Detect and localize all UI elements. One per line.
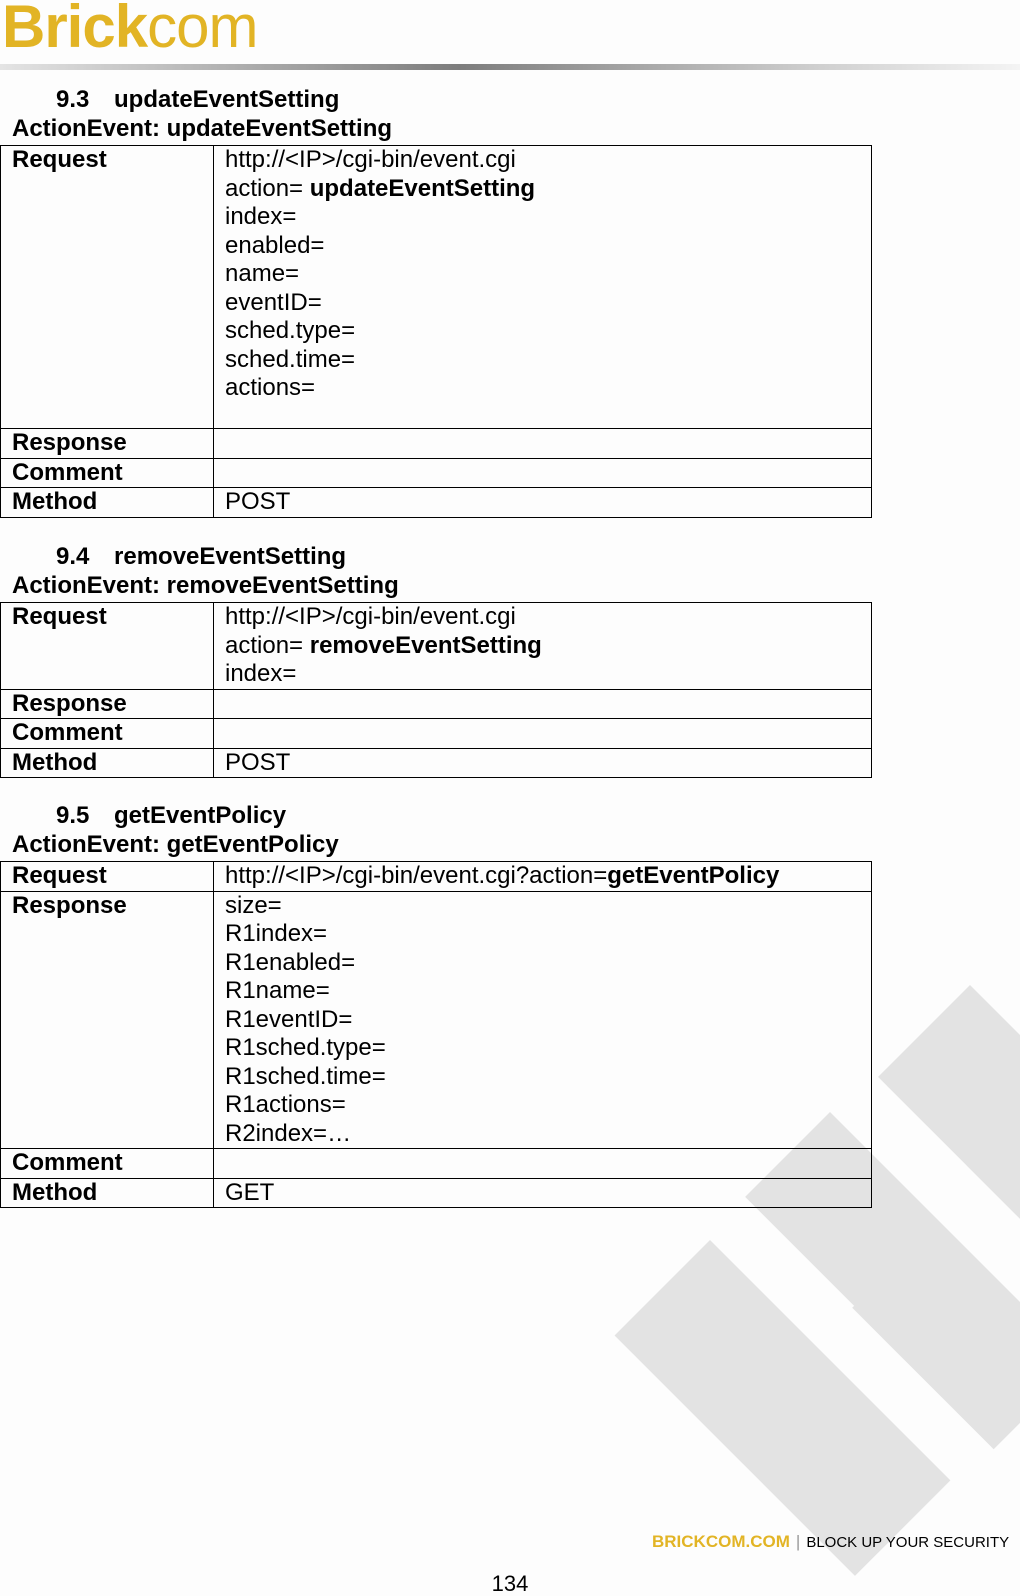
request-action-line: action= updateEventSetting bbox=[225, 174, 536, 202]
spec-table-update-event-setting bbox=[0, 145, 872, 518]
section-number: 9.4 bbox=[56, 543, 90, 570]
param-line: enabled= bbox=[225, 231, 325, 259]
brickcom-logo: Brickcom bbox=[2, 0, 258, 60]
param-line: R2index=… bbox=[225, 1119, 352, 1147]
section-subtitle-9-4: ActionEvent: removeEventSetting bbox=[12, 572, 399, 599]
request-action: removeEventSetting bbox=[309, 631, 542, 659]
table-row-method bbox=[1, 488, 872, 518]
method-value: POST bbox=[214, 488, 872, 518]
table-row-comment bbox=[1, 458, 872, 488]
param-line: R1eventID= bbox=[225, 1005, 353, 1033]
row-label: Method bbox=[1, 1178, 214, 1208]
param-line: index= bbox=[225, 660, 297, 687]
param-line: name= bbox=[225, 260, 300, 287]
request-value bbox=[214, 146, 872, 429]
request-url: http://<IP>/cgi-bin/event.cgi bbox=[225, 146, 516, 173]
row-label: Response bbox=[1, 429, 214, 459]
table-row-method bbox=[1, 748, 872, 778]
table-row-response bbox=[1, 891, 872, 1149]
section-heading-9-3 bbox=[56, 86, 339, 114]
section-title: getEventPolicy bbox=[114, 802, 287, 829]
page-number: 134 bbox=[491, 1571, 529, 1596]
footer-tagline: BLOCK UP YOUR SECURITY bbox=[806, 1534, 1010, 1551]
request-action-line: action= removeEventSetting bbox=[225, 631, 542, 659]
response-value bbox=[214, 689, 872, 719]
param-line: sched.time= bbox=[225, 345, 356, 373]
param-line: R1actions= bbox=[225, 1091, 346, 1118]
page-header bbox=[0, 0, 1020, 70]
row-label: Method bbox=[1, 488, 214, 518]
section-subtitle-9-3: ActionEvent: updateEventSetting bbox=[12, 115, 393, 142]
request-url: http://<IP>/cgi-bin/event.cgi?action= bbox=[225, 862, 608, 889]
table-row-comment bbox=[1, 719, 872, 749]
footer-brand bbox=[652, 1532, 1009, 1553]
response-value bbox=[214, 429, 872, 459]
section-number: 9.3 bbox=[56, 86, 90, 113]
row-label: Request bbox=[1, 146, 214, 429]
request-value bbox=[214, 862, 872, 892]
request-value bbox=[214, 603, 872, 690]
row-label: Response bbox=[1, 689, 214, 719]
request-url: http://<IP>/cgi-bin/event.cgi bbox=[225, 603, 516, 630]
section-heading-9-5 bbox=[56, 802, 286, 830]
footer-site-link[interactable]: BRICKCOM.COM bbox=[652, 1532, 790, 1551]
comment-value bbox=[214, 1149, 872, 1179]
param-line: R1name= bbox=[225, 977, 330, 1004]
row-label: Comment bbox=[1, 458, 214, 488]
method-value: GET bbox=[214, 1178, 872, 1208]
param-line: size= bbox=[225, 891, 282, 919]
param-line: R1index= bbox=[225, 920, 328, 947]
comment-value bbox=[214, 719, 872, 749]
table-row-request bbox=[1, 603, 872, 690]
comment-value bbox=[214, 458, 872, 488]
param-line: R1sched.type= bbox=[225, 1034, 386, 1061]
section-heading-9-4 bbox=[56, 543, 346, 571]
table-row-comment bbox=[1, 1149, 872, 1179]
spec-table-remove-event-setting bbox=[0, 602, 872, 778]
header-divider bbox=[0, 64, 1020, 70]
request-action: updateEventSetting bbox=[309, 174, 536, 202]
param-line: R1sched.time= bbox=[225, 1062, 386, 1090]
response-value bbox=[214, 891, 872, 1149]
param-line: index= bbox=[225, 203, 297, 230]
spec-table-get-event-policy bbox=[0, 861, 872, 1208]
row-label: Response bbox=[1, 891, 214, 1149]
table-row-request bbox=[1, 862, 872, 892]
table-row-response bbox=[1, 429, 872, 459]
section-number: 9.5 bbox=[56, 802, 90, 829]
request-action: getEventPolicy bbox=[607, 862, 780, 889]
table-row-method bbox=[1, 1178, 872, 1208]
row-label: Comment bbox=[1, 719, 214, 749]
param-line: R1enabled= bbox=[225, 948, 356, 976]
section-subtitle-9-5: ActionEvent: getEventPolicy bbox=[12, 831, 339, 858]
table-row-request bbox=[1, 146, 872, 429]
row-label: Method bbox=[1, 748, 214, 778]
row-label: Comment bbox=[1, 1149, 214, 1179]
param-line: sched.type= bbox=[225, 317, 356, 344]
param-line: eventID= bbox=[225, 288, 322, 316]
row-label: Request bbox=[1, 603, 214, 690]
param-line: actions= bbox=[225, 374, 316, 401]
footer-separator: | bbox=[795, 1532, 801, 1551]
section-title: updateEventSetting bbox=[114, 86, 340, 113]
table-row-response bbox=[1, 689, 872, 719]
section-title: removeEventSetting bbox=[114, 543, 347, 570]
row-label: Request bbox=[1, 862, 214, 892]
method-value: POST bbox=[214, 748, 872, 778]
